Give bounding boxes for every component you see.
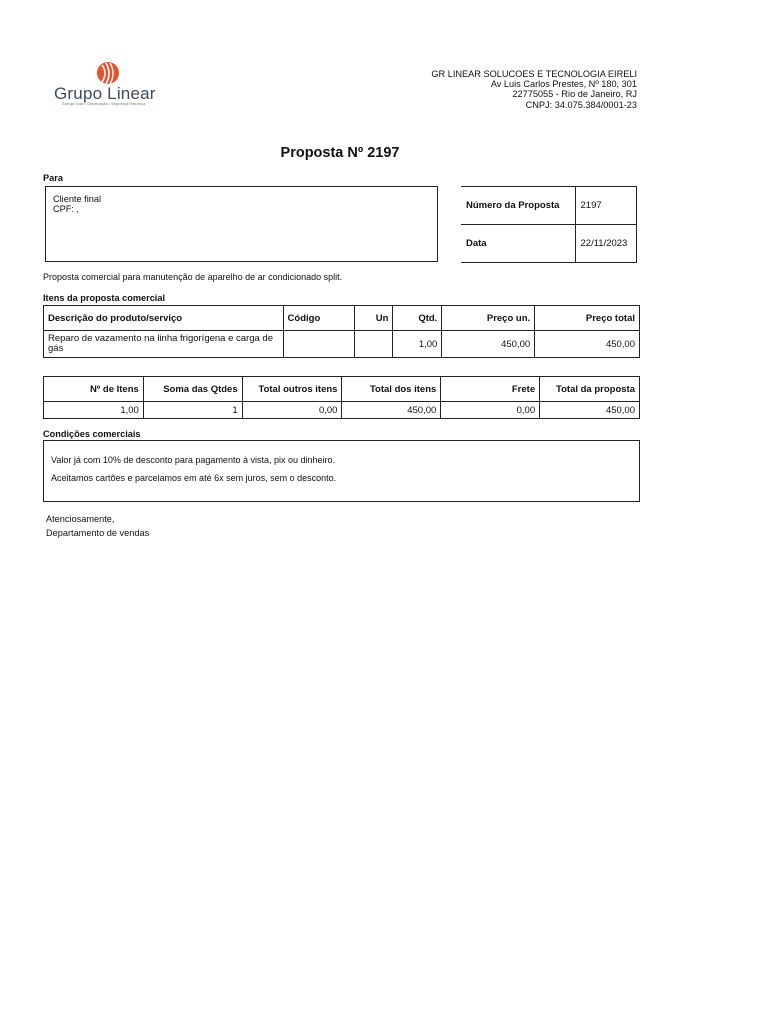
company-info xyxy=(431,69,637,110)
signature-greeting: Atenciosamente, xyxy=(46,514,115,524)
para-label: Para xyxy=(43,173,63,183)
item-code xyxy=(283,331,355,358)
proposal-date-value: 22/11/2023 xyxy=(575,225,637,263)
total-freight: 0,00 xyxy=(441,402,540,419)
totals-header-other-items: Total outros itens xyxy=(242,377,342,402)
conditions-box xyxy=(43,440,640,502)
company-cnpj: CNPJ: 34.075.384/0001-23 xyxy=(525,99,637,110)
items-header-code: Código xyxy=(283,306,355,331)
conditions-label: Condições comerciais xyxy=(43,429,141,439)
proposal-date-row xyxy=(461,225,637,263)
total-item-count: 1,00 xyxy=(44,402,144,419)
item-unit xyxy=(355,331,393,358)
proposal-info-table xyxy=(461,186,637,263)
items-header-unit: Un xyxy=(355,306,393,331)
items-header-total-price: Preço total xyxy=(535,306,640,331)
client-name: Cliente final xyxy=(53,194,102,204)
total-qty-sum: 1 xyxy=(143,402,242,419)
items-table xyxy=(43,305,640,358)
totals-header-item-count: Nº de Itens xyxy=(44,377,144,402)
totals-header-freight: Frete xyxy=(441,377,540,402)
item-total-price: 450,00 xyxy=(535,331,640,358)
proposal-number-row xyxy=(461,187,637,225)
totals-header-row xyxy=(44,377,640,402)
logo-tagline: Energia Solar • Climatização • Segurança Eletrônica xyxy=(62,102,146,106)
items-header-row xyxy=(44,306,640,331)
total-other-items: 0,00 xyxy=(242,402,342,419)
item-unit-price: 450,00 xyxy=(442,331,535,358)
recipient-box xyxy=(45,186,438,262)
item-description: Reparo de vazamento na linha frigorígena e carga de gás xyxy=(44,331,284,358)
page-title: Proposta Nº 2197 xyxy=(280,145,400,161)
item-qty: 1,00 xyxy=(393,331,442,358)
logo-mark-icon xyxy=(94,60,120,86)
items-header-qty: Qtd. xyxy=(393,306,442,331)
proposal-description: Proposta comercial para manutenção de aparelho de ar condicionado split. xyxy=(43,272,343,282)
logo-name: Grupo Linear xyxy=(54,84,156,103)
totals-table xyxy=(43,376,640,419)
items-header-unit-price: Preço un. xyxy=(442,306,535,331)
company-logo xyxy=(54,60,164,110)
proposal-number-label: Número da Proposta xyxy=(461,187,575,225)
proposal-date-label: Data xyxy=(461,225,575,263)
totals-header-proposal-total: Total da proposta xyxy=(540,377,640,402)
proposal-number-value: 2197 xyxy=(575,187,637,225)
company-city: 22775055 - Rio de Janeiro, RJ xyxy=(512,89,637,100)
company-name: GR LINEAR SOLUCOES E TECNOLOGIA EIRELI xyxy=(431,69,637,79)
items-header-description: Descrição do produto/serviço xyxy=(44,306,284,331)
client-cpf: CPF: , xyxy=(53,204,80,214)
total-items: 450,00 xyxy=(342,402,441,419)
condition-line-1: Valor já com 10% de desconto para pagamento à vista, pix ou dinheiro. xyxy=(51,455,336,465)
items-label: Itens da proposta comercial xyxy=(43,293,166,303)
totals-header-items-total: Total dos itens xyxy=(342,377,441,402)
total-proposal: 450,00 xyxy=(540,402,640,419)
table-row xyxy=(44,331,640,358)
signature xyxy=(46,513,149,540)
totals-row xyxy=(44,402,640,419)
company-address: Av Luis Carlos Prestes, Nº 180, 301 xyxy=(490,79,637,90)
totals-header-qty-sum: Soma das Qtdes xyxy=(143,377,242,402)
signature-department: Departamento de vendas xyxy=(46,527,150,538)
condition-line-2: Aceitamos cartões e parcelamos em até 6x sem juros, sem o desconto. xyxy=(51,473,337,483)
